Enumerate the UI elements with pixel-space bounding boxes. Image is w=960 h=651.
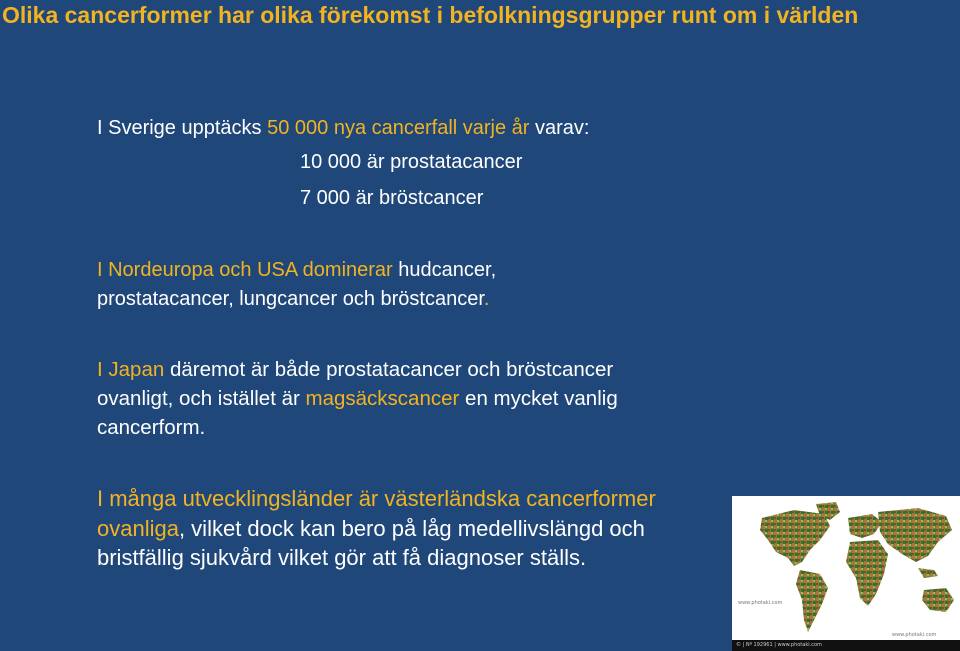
sweden-item-prostate: 10 000 är prostatacancer	[300, 151, 523, 173]
developing-paragraph	[97, 484, 656, 573]
north-america-shape	[760, 510, 830, 566]
nordeuropa-dot: .	[483, 288, 490, 310]
nordeuropa-highlight: I Nordeuropa och USA dominerar	[97, 259, 393, 281]
japan-highlight: I Japan	[97, 358, 165, 381]
japan-paragraph	[97, 355, 618, 442]
nordeuropa-rest: hudcancer,	[392, 259, 497, 281]
japan-line2-end: en mycket vanlig	[459, 387, 618, 410]
europe-shape	[848, 514, 882, 538]
world-map-image	[732, 496, 960, 651]
sweden-item-breast: 7 000 är bröstcancer	[300, 187, 484, 209]
world-map-graphic	[732, 496, 960, 640]
sweden-prefix: I Sverige upptäcks	[97, 117, 268, 139]
australia-shape	[922, 588, 954, 612]
indonesia-shape	[918, 568, 938, 578]
nordeuropa-line2: prostatacancer, lungcancer och bröstcancer	[97, 288, 484, 310]
nordeuropa-paragraph	[97, 256, 496, 314]
slide-title: Olika cancerformer har olika förekomst i befolkningsgrupper runt om i världen	[2, 2, 859, 28]
asia-shape	[878, 508, 952, 562]
south-america-shape	[796, 570, 828, 632]
developing-rest: , vilket dock kan bero på låg medellivslängd och	[178, 515, 645, 541]
japan-rest: däremot är både prostatacancer och bröstcancer	[164, 358, 614, 381]
africa-shape	[846, 540, 888, 606]
sweden-highlight: 50 000 nya cancerfall varje år	[267, 117, 530, 139]
sweden-paragraph	[97, 116, 590, 140]
japan-line3: cancerform.	[97, 416, 206, 439]
map-footer-strip: © | Nº 192961 | www.photaki.com	[732, 640, 960, 651]
developing-line3: bristfällig sjukvård vilket gör att få diagnoser ställs.	[97, 545, 587, 570]
watermark-left: www.photaki.com	[738, 600, 783, 606]
japan-line2-start: ovanligt, och istället är	[97, 387, 306, 410]
sweden-suffix: varav:	[529, 117, 590, 139]
japan-stomach-highlight: magsäckscancer	[305, 387, 460, 410]
watermark-right: www.photaki.com	[892, 632, 937, 638]
developing-rare: ovanliga	[97, 515, 179, 541]
developing-highlight: I många utvecklingsländer är västerländska cancerformer	[97, 486, 656, 511]
